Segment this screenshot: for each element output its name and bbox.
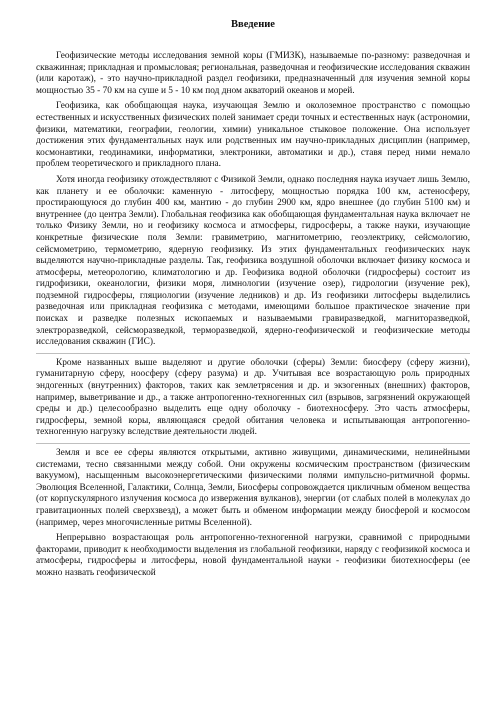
- paragraph-geophysics-position: Геофизика, как обобщающая наука, изучающая Землю и околоземное пространство с помощью естественных и искусственных физических полей занимает среди точных и естественных наук (астрономии, физики, математики, географии, геологии, химии) уникальное стыковое положение. Она использует достижения этих фундаментальных наук или родственных им научно-прикладных дисциплин (например, космонавтики, геодинамики, информатики, электроники, автоматики и др.), ставя перед ними немало проблем теоретического и прикладного плана.: [36, 101, 470, 170]
- page-title: Введение: [231, 19, 275, 30]
- separator-line: [36, 443, 470, 444]
- paragraph-open-systems: Земля и все ее сферы являются открытыми, активно живущими, динамическими, нелинейными системами, тесно связанными между собой. Они окружены космическим пространством (физическим вакуумом), насыщенным высокоэнергетическими физическими полями импульсно-ритмичной формы. Эволюция Вселенной, Галактики, Солнца, Земли, Биосферы сопровождается цикличным обменом вещества (от корпускулярного излучения космоса до извержения вулканов), энергии (от слабых полей в молекулах до гравитационных полей сверхзвезд), а может быть и обменом информации между биосферой и космосом (например, через многочисленные ритмы Вселенной).: [36, 448, 470, 528]
- paragraph-anthropogenic-load: Непрерывно возрастающая роль антропогенно-техногенной нагрузки, сравнимой с природными факторами, приводит к необходимости выделения из глобальной геофизики, наряду с геофизикой космоса и атмосферы, гидросферы и литосферы, новой фундаментальной науки - геофизики биотехносферы (ее можно назвать геофизической: [36, 533, 470, 578]
- paragraph-spheres: Кроме названных выше выделяют и другие оболочки (сферы) Земли: биосферу (сферу жизни), гуманитарную сферу, ноосферу (сферу разума) и др. Учитывая все возрастающую роль природных эндогенных (внутренних) факторов, таких как землетрясения и др. и экзогенных (внешних) факторов, например, выветривание и др., а также антропогенно-техногенных сил (взрывов, загрязнений окружающей среды и др.) целесообразно выделить еще одну оболочку - биотехносферу. Это часть атмосферы, гидросферы, земной коры, являющаяся средой обитания человека и испытывающая антропогенно-техногенную нагрузку вследствие деятельности людей.: [36, 357, 470, 438]
- separator-line: [36, 353, 470, 354]
- paragraph-intro: Геофизические методы исследования земной коры (ГМИЗК), называемые по-разному: разведочная и скважинная; прикладная и промысловая; региональная, разведочная и геофизические исследования скважин (или каротаж), - это научно-прикладной раздел геофизики, предназначенный для изучения земной коры мощностью 35 - 70 км на суше и 5 - 10 км под дном акваторий океанов и морей.: [36, 51, 470, 96]
- paragraph-earth-physics: Хотя иногда геофизику отождествляют с Физикой Земли, однако последняя наука изучает лишь Землю, как планету и ее оболочки: каменную - литосферу, мощностью порядка 100 км, астеносферу, простирающуюся до глубин 400 км, мантию - до глубин 2900 км, ядро внешнее (до глубин 5100 км) и внутреннее (до центра Земли). Глобальная геофизика как обобщающая фундаментальная наука включает не только Физику Земли, но и геофизику космоса и атмосферы, гидросферы, а также науки, изучающие конкретные физические поля Земли: гравиметрию, магнитометрию, геоэлектрику, сейсмологию, сейсмометрию, термометрию, ядерную геофизику. Из этих фундаментальных геофизических наук выделяются научно-прикладные разделы. Так, геофизика воздушной оболочки включает физику космоса и атмосферы, метеорологию, климатологию и др. Геофизика водной оболочки (гидросферы) состоит из гидрофизики, океанологии, физики моря, лимнологии (изучение озер), гидрологии (изучение рек), подземной гидросферы, гляциологии (изучение ледников) и др. Из геофизики литосферы выделились разведочная или прикладная геофизика с методами, имеющими большое практическое значение при поисках и разведке полезных ископаемых и называемыми гравиразведкой, магниторазведкой, электроразведкой, сейсморазведкой, терморазведкой, ядерно-геофизической и геофизические методы исследования скважин (ГИС).: [36, 174, 470, 348]
